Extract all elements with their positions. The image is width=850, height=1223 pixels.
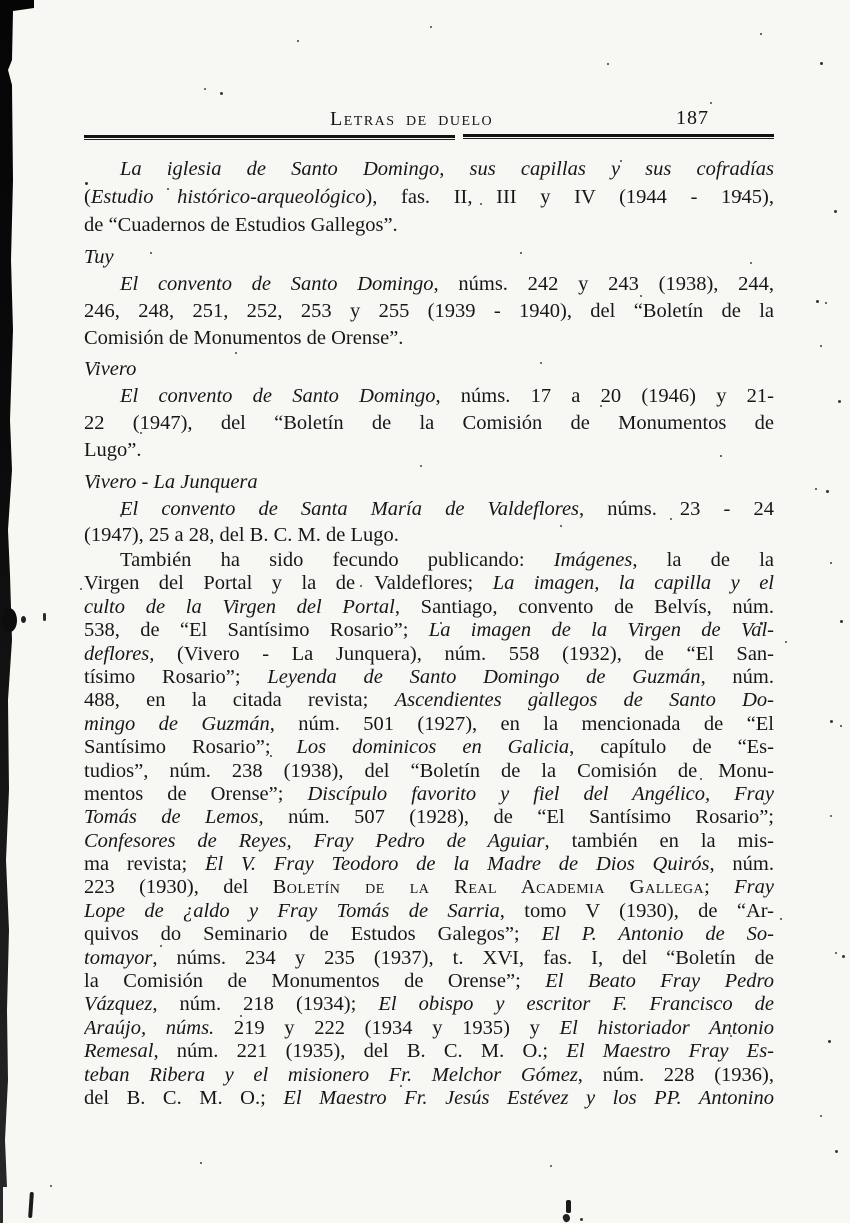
text-segment: la Comisión de Monumentos de Orense”; [84, 970, 546, 993]
italic-text-segment: tomayor [84, 946, 153, 969]
text-line [84, 970, 774, 993]
text-line [84, 900, 774, 923]
text-segment: del B. C. M. O.; [84, 1086, 284, 1109]
italic-text-segment: Confesores de Reyes, Fray Pedro de Aguiar [84, 829, 545, 852]
italic-text-segment: deflores, [84, 642, 155, 665]
scan-noise-specks-right [820, 62, 823, 65]
paragraph-tambien-publicando [84, 549, 774, 1110]
italic-text-segment: teban Ribera y el misionero Fr. Melchor Gómez [84, 1063, 578, 1086]
text-line [84, 876, 774, 899]
paragraph-iglesia-santo-domingo [84, 155, 774, 239]
text-line [84, 298, 774, 325]
text-segment: (Vivero - La Junquera), núm. 558 (1932), de “El San- [154, 642, 774, 665]
text-segment: , núm. 218 (1934); [152, 993, 379, 1016]
text-segment: tudios”, núm. 238 (1938), del “Boletín de la Comisión de Monu- [84, 759, 774, 782]
italic-text-segment: culto de la Virgen del Portal [84, 595, 395, 618]
italic-text-segment: Estudio histórico-arqueológico [90, 186, 366, 208]
header-rule-right [463, 134, 774, 140]
text-line [84, 947, 774, 970]
text-line [84, 572, 774, 595]
text-line [84, 923, 774, 946]
text-line [84, 736, 774, 759]
italic-text-segment: El V. Fray Teodoro de la Madre de Dios Quirós [205, 853, 710, 876]
text-segment: ma revista; [84, 853, 206, 876]
text-segment: , núm. 507 (1928), de “El Santísimo Rosario”; [258, 806, 774, 829]
text-segment: , núm. 228 (1936), [577, 1063, 774, 1086]
italic-text-segment: El Maestro Fray Es- [566, 1040, 774, 1063]
text-segment: mentos de Orense”; [84, 782, 308, 805]
text-segment: (1947), 25 a 28, del B. C. M. de Lugo. [84, 524, 399, 546]
section-heading-vivero-la-junquera [84, 469, 774, 495]
italic-text-segment: El convento de Santo Domingo [120, 385, 436, 407]
paragraph-tuy-convento [84, 271, 774, 352]
text-line [84, 271, 774, 298]
text-segment: de “Cuadernos de Estudios Gallegos”. [84, 214, 398, 236]
text-segment: Virgen del Portal y la de Valdeflores; [84, 572, 493, 595]
italic-text-segment: Lope de ¿aldo y Fray Tomás de Sarria [84, 899, 500, 922]
text-segment: 246, 248, 251, 252, 253 y 255 (1939 - 1940), del “Boletín de la [84, 300, 774, 322]
italic-text-segment: Imágenes [553, 549, 633, 571]
text-segment: 538, de “El Santísimo Rosario”; [84, 619, 429, 642]
text-segment: , núm. 501 (1927), en la mencionada de “El [269, 712, 774, 735]
italic-text-segment: Vivero - La Junquera [84, 471, 258, 493]
text-line [84, 437, 774, 464]
text-line [84, 689, 774, 712]
text-line [84, 596, 774, 619]
text-line [84, 993, 774, 1016]
text-segment: 219 y 222 (1934 y 1935) y [214, 1016, 560, 1039]
text-line [84, 853, 774, 876]
section-heading-vivero [84, 356, 774, 382]
text-line [84, 830, 774, 853]
text-segment: Lugo”. [84, 439, 142, 461]
text-segment: 488, en la citada revista; [84, 689, 395, 712]
text-line [84, 469, 774, 495]
italic-text-segment: El convento de Santa María de Valdeflores [120, 498, 580, 520]
text-segment: ), fas. II, III y IV (1944 - 1945), [365, 186, 774, 208]
italic-text-segment: Leyenda de Santo Domingo de Guzmán [267, 665, 701, 688]
bottom-ink-dot [580, 1218, 583, 1221]
italic-text-segment: El obispo y escritor F. Francisco de [378, 993, 774, 1016]
italic-text-segment: Araújo, núms. [84, 1016, 215, 1039]
text-segment: tísimo Rosario”; [84, 665, 268, 688]
bottom-ink-mark [566, 1200, 571, 1213]
italic-text-segment: La iglesia de Santo Domingo, sus capillas y sus cofradías [120, 158, 774, 180]
running-header-title: Letras de duelo [330, 108, 494, 130]
text-segment: , la de la [632, 549, 774, 571]
text-line [84, 760, 774, 783]
scan-noise-specks [297, 40, 299, 42]
text-line [84, 356, 774, 382]
ink-blob [2, 608, 17, 632]
italic-text-segment: Tomás de Lemos [84, 806, 259, 829]
section-heading-tuy [84, 244, 774, 270]
ink-blob-tiny [43, 613, 46, 621]
italic-text-segment: Fray [734, 876, 774, 899]
text-segment: Santísimo Rosario”; [84, 736, 297, 759]
text-line [84, 619, 774, 642]
text-line [84, 183, 774, 211]
text-segment: , núm. 221 (1935), del B. C. M. O.; [153, 1040, 567, 1063]
text-segment: , núms. 17 a 20 (1946) y 21- [435, 385, 774, 407]
italic-text-segment: La imagen de la Virgen de Val- [428, 619, 774, 642]
text-line [84, 410, 774, 437]
italic-text-segment: Ascendientes gallegos de Santo Do- [394, 689, 774, 712]
text-line [84, 806, 774, 829]
text-segment: quivos do Seminario de Estudos Galegos”; [84, 923, 542, 946]
text-segment: 22 (1947), del “Boletín de la Comisión de Monumentos de [84, 412, 774, 434]
binding-edge-mark [28, 1192, 34, 1218]
header-rule-left [84, 135, 455, 141]
text-line [84, 549, 774, 572]
italic-text-segment: La imagen, la capilla y el [492, 572, 774, 595]
text-segment: , núm. [709, 853, 774, 876]
italic-text-segment: El Maestro Fr. Jesús Estévez y los PP. Antonino [283, 1086, 774, 1109]
text-segment: También ha sido fecundo publicando: [120, 549, 554, 571]
italic-text-segment: El historiador Antonio [559, 1016, 774, 1039]
text-line [84, 155, 774, 183]
text-line [84, 1017, 774, 1040]
text-segment: , núm. [700, 665, 774, 688]
text-segment: , Santiago, convento de Belvís, núm. [394, 595, 774, 618]
text-segment: , capítulo de “Es- [569, 736, 774, 759]
text-line [84, 666, 774, 689]
text-segment: 223 (1930), del [84, 876, 273, 899]
italic-text-segment: El P. Antonio de So- [541, 923, 774, 946]
text-line [84, 643, 774, 666]
italic-text-segment: mingo de Guzmán [84, 712, 270, 735]
paragraph-valdeflores [84, 496, 774, 548]
text-line [84, 1087, 774, 1110]
text-segment: , núms. 242 y 243 (1938), 244, [433, 273, 774, 295]
text-line [84, 244, 774, 270]
small-caps-text-segment: Boletín de la Real Academia Gallega [272, 876, 705, 899]
italic-text-segment: Los dominicos en Galicia [296, 736, 570, 759]
italic-text-segment: Vivero [84, 358, 137, 380]
text-line [84, 383, 774, 410]
bottom-ink-mark-tail [562, 1213, 572, 1223]
text-segment: ( [84, 186, 91, 208]
text-line [84, 1064, 774, 1087]
text-line [84, 713, 774, 736]
text-segment: , tomo V (1930), de “Ar- [499, 899, 774, 922]
ink-blob-small [21, 616, 26, 623]
text-line [84, 1040, 774, 1063]
text-segment: , núms. 23 - 24 [579, 498, 774, 520]
italic-text-segment: Vázquez [84, 993, 153, 1016]
text-line [84, 522, 774, 548]
italic-text-segment: Remesal [84, 1040, 154, 1063]
page-number: 187 [676, 107, 709, 129]
italic-text-segment: Tuy [84, 246, 114, 268]
text-segment: Comisión de Monumentos de Orense”. [84, 327, 404, 349]
text-line [84, 783, 774, 806]
text-segment: ; [704, 876, 735, 899]
text-line [84, 211, 774, 239]
text-segment: , núms. 234 y 235 (1937), t. XVI, fas. I, del “Boletín de [152, 946, 774, 969]
italic-text-segment: El Beato Fray Pedro [545, 970, 774, 993]
italic-text-segment: El convento de Santo Domingo [120, 273, 434, 295]
text-line [84, 325, 774, 352]
italic-text-segment: Discípulo favorito y fiel del Angélico, Fray [307, 782, 774, 805]
paragraph-vivero-convento [84, 383, 774, 464]
text-segment: , también en la mis- [544, 829, 774, 852]
text-line [84, 496, 774, 522]
